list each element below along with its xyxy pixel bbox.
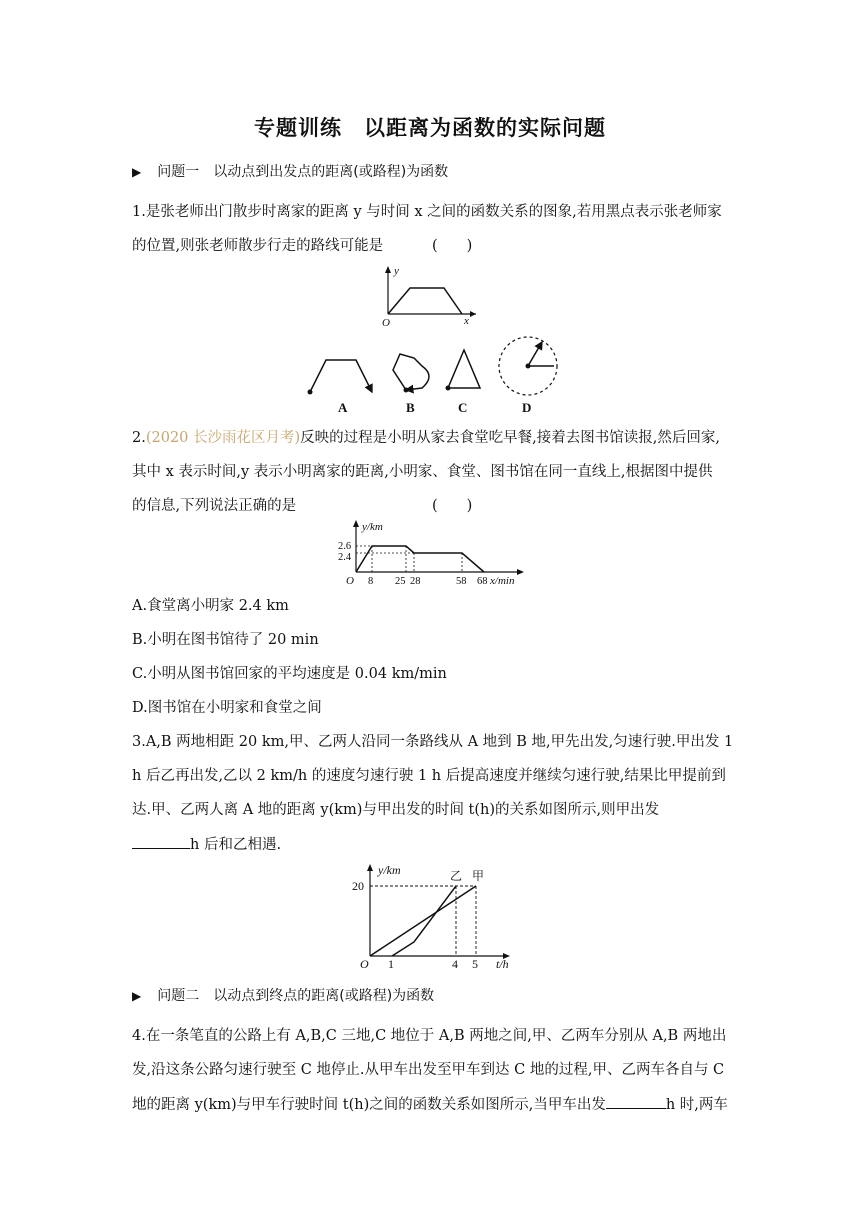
q2-xtick-58: 58 bbox=[456, 576, 467, 587]
page-title: 专题训练 以距离为函数的实际问题 bbox=[254, 116, 606, 140]
q2-option-c: C.小明从图书馆回家的平均速度是 0.04 km/min bbox=[132, 666, 447, 682]
q4-line1: 4.在一条笔直的公路上有 A,B,C 三地,C 地位于 A,B 两地之间,甲、乙两车分别从 A,B 两地出 bbox=[132, 1028, 727, 1044]
q1-function-line bbox=[388, 288, 462, 314]
q3-xtick-1: 1 bbox=[388, 957, 394, 971]
q3-line1: 3.A,B 两地相距 20 km,甲、乙两人沿同一条路线从 A 地到 B 地,甲先出发,匀速行驶.甲出发 1 bbox=[132, 734, 734, 750]
q3-answer-blank[interactable] bbox=[132, 834, 190, 849]
option-c-label: C bbox=[458, 400, 468, 415]
q3-origin-label: O bbox=[360, 957, 369, 971]
q1-line1: 1.是张老师出门散步时离家的距离 y 与时间 x 之间的函数关系的图象,若用黑点表示张老师家 bbox=[132, 204, 722, 220]
q2-option-b: B.小明在图书馆待了 20 min bbox=[132, 632, 319, 648]
y-axis-arrow-icon bbox=[353, 520, 359, 527]
q1-y-label: y bbox=[394, 265, 399, 277]
q3-graph bbox=[348, 860, 518, 972]
q3-line2: h 后乙再出发,乙以 2 km/h 的速度匀速行驶 1 h 后提高速度并继续匀速行驶,结果比甲提前到 bbox=[132, 768, 726, 784]
q2-option-a: A.食堂离小明家 2.4 km bbox=[132, 598, 289, 614]
section-heading-1 bbox=[132, 162, 448, 182]
q2-ytick-2.6: 2.6 bbox=[338, 541, 352, 552]
q2-answer-paren: ( ) bbox=[432, 498, 473, 514]
q4-line3: 地的距离 y(km)与甲车行驶时间 t(h)之间的函数关系如图所示,当甲车出发 h 时,两车 bbox=[132, 1094, 728, 1115]
q3-xtick-4: 4 bbox=[452, 957, 458, 971]
q1-answer-paren: ( ) bbox=[432, 238, 473, 254]
q2-xtick-8: 8 bbox=[368, 576, 374, 587]
section-heading-2 bbox=[132, 986, 434, 1006]
option-d-label: D bbox=[522, 400, 532, 415]
q2-x-label: x/min bbox=[490, 575, 515, 587]
option-b-path bbox=[393, 354, 429, 393]
q2-option-d: D.图书馆在小明家和食堂之间 bbox=[132, 700, 322, 716]
q2-source: (2020 长沙雨花区月考) bbox=[145, 430, 301, 446]
q3-xtick-5: 5 bbox=[472, 957, 478, 971]
q1-graph bbox=[372, 262, 482, 328]
q4-answer-blank[interactable] bbox=[606, 1094, 666, 1109]
q4-line2: 发,沿这条公路匀速行驶至 C 地停止.从甲车出发至甲车到达 C 地的过程,甲、乙两车各自与 C bbox=[132, 1062, 725, 1078]
option-d-path bbox=[499, 337, 557, 395]
q1-options bbox=[300, 332, 570, 418]
option-a-label: A bbox=[338, 400, 348, 415]
q3-jia-label: 甲 bbox=[472, 869, 485, 883]
q2-ytick-2.4: 2.4 bbox=[338, 552, 352, 563]
q1-x-label: x bbox=[464, 315, 469, 327]
q2-line2: 其中 x 表示时间,y 表示小明离家的距离,小明家、食堂、图书馆在同一直线上,根据图中提供 bbox=[132, 464, 713, 480]
y-axis-arrow-icon bbox=[385, 266, 391, 273]
q3-x-label: t/h bbox=[496, 957, 509, 971]
option-a-path bbox=[308, 360, 373, 395]
q2-function-line bbox=[356, 546, 484, 572]
y-axis-arrow-icon bbox=[367, 864, 373, 871]
q2-xtick-25: 25 bbox=[395, 576, 406, 587]
q2-graph bbox=[336, 516, 532, 590]
section-1-label: 问题一 以动点到出发点的距离(或路程)为函数 bbox=[157, 164, 449, 180]
q2-y-label: y/km bbox=[362, 521, 383, 533]
q3-line3: 达.甲、乙两人离 A 地的距离 y(km)与甲出发的时间 t(h)的关系如图所示,则甲出发 bbox=[132, 802, 660, 818]
q2-line1: 2.(2020 长沙雨花区月考)反映的过程是小明从家去食堂吃早餐,接着去图书馆读报,然后回家, bbox=[132, 430, 720, 446]
q1-origin-label: O bbox=[382, 317, 390, 328]
q2-line3: 的信息,下列说法正确的是 bbox=[132, 498, 297, 514]
q2-xtick-68: 68 bbox=[477, 576, 488, 587]
jia-line bbox=[370, 886, 476, 956]
x-axis-arrow-icon bbox=[517, 569, 524, 575]
q3-yi-label: 乙 bbox=[450, 869, 463, 883]
triangle-bullet-icon: ▶ bbox=[132, 165, 142, 179]
triangle-bullet-icon: ▶ bbox=[132, 989, 142, 1003]
q1-line2: 的位置,则张老师散步行走的路线可能是 bbox=[132, 238, 384, 254]
q2-origin-label: O bbox=[346, 575, 354, 587]
option-b-label: B bbox=[406, 400, 415, 415]
q3-line4: h 后和乙相遇. bbox=[132, 834, 281, 855]
option-c-path bbox=[446, 350, 481, 391]
section-2-label: 问题二 以动点到终点的距离(或路程)为函数 bbox=[157, 988, 435, 1004]
x-axis-arrow-icon bbox=[470, 311, 476, 317]
q3-y-label: y/km bbox=[378, 863, 401, 877]
q3-ytick-20: 20 bbox=[352, 879, 364, 893]
q2-xtick-28: 28 bbox=[410, 576, 421, 587]
